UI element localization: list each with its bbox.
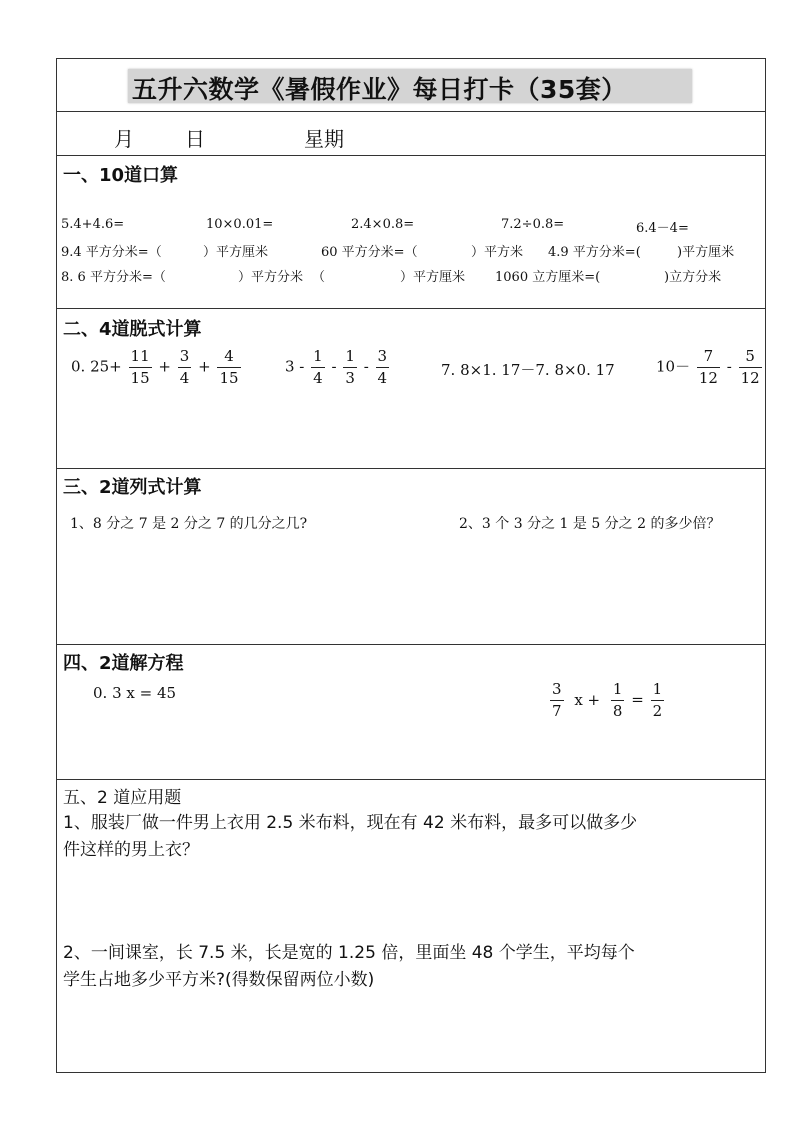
- oral-item: 1060 立方厘米=(: [495, 270, 601, 285]
- section-oral-heading: 一、10道口算: [63, 165, 179, 186]
- expr-term: 10－: [656, 357, 691, 376]
- fraction: $\frac{1}{3}$: [345, 347, 355, 387]
- fraction: $\frac{1}{8}$: [612, 680, 623, 720]
- fraction: $\frac{7}{12}$: [698, 347, 718, 387]
- page-title: 五升六数学《暑假作业》每日打卡（35套）: [132, 75, 627, 104]
- section-stepwise-heading: 二、4道脱式计算: [63, 319, 202, 340]
- oral-item: )立方分米: [664, 270, 722, 285]
- oral-item: ）平方米: [471, 245, 524, 260]
- operator: =: [631, 690, 644, 709]
- fraction: $\frac{1}{4}$: [313, 347, 323, 387]
- operator: -: [726, 357, 732, 376]
- fraction: $\frac{3}{4}$: [179, 347, 190, 387]
- oral-item: 9.4 平方分米=（: [61, 245, 162, 260]
- section-written-heading: 三、2道列式计算: [63, 477, 202, 498]
- fraction: $\frac{11}{15}$: [130, 347, 150, 387]
- stepwise-expression-2: [285, 349, 391, 386]
- expr-term: 3 -: [285, 357, 305, 376]
- divider: [57, 155, 765, 156]
- expr-term: x +: [574, 690, 601, 709]
- worksheet: [56, 58, 766, 1073]
- divider: [57, 468, 765, 469]
- operator: +: [158, 357, 171, 376]
- date-month: 月: [114, 127, 134, 151]
- stepwise-expression-1: [71, 349, 243, 386]
- oral-item: 7.2÷0.8=: [501, 217, 565, 232]
- divider: [57, 644, 765, 645]
- oral-item: 60 平方分米=（: [321, 245, 418, 260]
- oral-item: （: [312, 270, 326, 285]
- stepwise-expression-4: [656, 349, 764, 386]
- written-question-1: 1、8 分之 7 是 2 分之 7 的几分之几?: [70, 516, 308, 532]
- date-day: 日: [185, 127, 205, 151]
- fraction: $\frac{3}{7}$: [552, 680, 562, 720]
- divider: [57, 779, 765, 780]
- stepwise-expression-3: 7. 8×1. 17－7. 8×0. 17: [441, 361, 615, 379]
- section-word-problem-heading: 五、2 道应用题: [63, 788, 182, 808]
- expr-term: 0. 25+: [71, 357, 122, 376]
- oral-item: ）平方厘米: [400, 270, 466, 285]
- fraction: $\frac{4}{15}$: [219, 347, 239, 387]
- oral-item: 10×0.01=: [206, 217, 274, 232]
- divider: [57, 308, 765, 309]
- oral-item: 5.4+4.6=: [61, 217, 125, 232]
- written-question-2: 2、3 个 3 分之 1 是 5 分之 2 的多少倍？: [459, 516, 721, 532]
- word-problem-1-line-1: 1、服装厂做一件男上衣用 2.5 米布料，现在有 42 米布料，最多可以做多少: [63, 813, 638, 833]
- fraction: $\frac{1}{2}$: [652, 680, 663, 720]
- fraction: $\frac{5}{12}$: [740, 347, 760, 387]
- oral-item: ）平方分米: [238, 270, 304, 285]
- date-weekday: 星期: [304, 127, 344, 151]
- word-problem-1-line-2: 件这样的男上衣？: [63, 840, 199, 860]
- word-problem-2-line-2: 学生占地多少平方米?(得数保留两位小数): [63, 970, 375, 990]
- oral-item: ）平方厘米: [203, 245, 269, 260]
- fraction: $\frac{3}{4}$: [377, 347, 388, 387]
- oral-item: 4.9 平方分米=(: [548, 245, 641, 260]
- equation-2: [548, 682, 666, 719]
- oral-item: 2.4×0.8=: [351, 217, 415, 232]
- equation-1: 0. 3 x = 45: [93, 684, 177, 702]
- oral-item: )平方厘米: [677, 245, 735, 260]
- oral-item: 6.4－4=: [636, 221, 689, 236]
- divider: [57, 111, 765, 112]
- oral-item: 8. 6 平方分米=（: [61, 270, 166, 285]
- operator: -: [331, 357, 337, 376]
- section-equation-heading: 四、2道解方程: [63, 653, 184, 674]
- operator: +: [198, 357, 211, 376]
- operator: -: [363, 357, 369, 376]
- word-problem-2-line-1: 2、一间课室，长 7.5 米，长是宽的 1.25 倍，里面坐 48 个学生，平均每个: [63, 943, 635, 963]
